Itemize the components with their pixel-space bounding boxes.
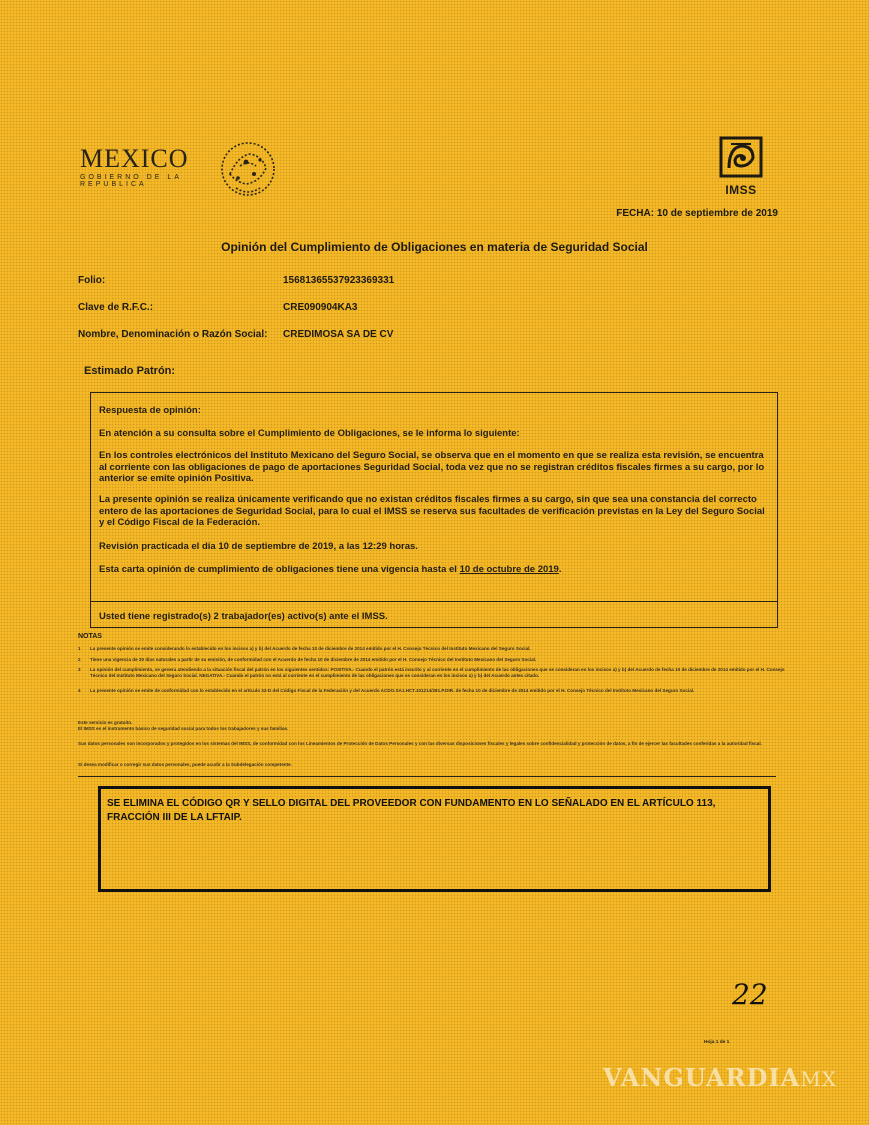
modify-data-note: Si desea modificar o corregir sus datos personales, puede acudir a la Subdelegación competente. (78, 762, 292, 767)
mexico-logo-subtext: GOBIERNO DE LA REPUBLICA (80, 174, 182, 188)
imss-emblem-icon (719, 136, 763, 178)
rfc-value: CRE090904KA3 (283, 302, 358, 313)
note-item (78, 646, 790, 652)
opinion-heading: Respuesta de opinión: (99, 405, 201, 416)
note-text: La presente opinión se emite de conformidad con lo establecido en el artículo 32-D del Código Fiscal de la Federación y del Acuerdo ACDO.SA1.HCT.101214/281.P.DIR. de fecha 10 de diciembre de 2014 emitido por el H. Consejo Técnico del Instituto Mexicano del Seguro Social. (90, 688, 695, 693)
notes-title: NOTAS (78, 633, 102, 640)
document-date: FECHA: 10 de septiembre de 2019 (616, 208, 778, 219)
section-divider (78, 776, 776, 777)
rfc-label: Clave de R.F.C.: (78, 302, 154, 313)
handwritten-page-number: 22 (732, 978, 768, 1011)
imss-purpose-note: El IMSS es el instrumento básico de seguridad social para todos los trabajadores y sus familias. (78, 726, 289, 731)
note-number: 1 (78, 646, 81, 651)
revision-time: Revisión practicada el día 10 de septiembre de 2019, a las 12:29 horas. (99, 541, 418, 552)
workers-registered: Usted tiene registrado(s) 2 trabajador(es) activo(s) ante el IMSS. (99, 611, 388, 622)
validity-date: 10 de octubre de 2019 (459, 564, 559, 575)
company-name-label: Nombre, Denominación o Razón Social: (78, 329, 268, 340)
mexico-logo-text: MEXICO (80, 144, 189, 173)
free-service-note: Este servicio es gratuito. (78, 720, 133, 725)
note-item (78, 667, 790, 678)
note-item (78, 657, 790, 663)
note-number: 3 (78, 667, 81, 672)
opinion-box (90, 392, 778, 628)
validity-prefix: Esta carta opinión de cumplimiento de obligaciones tiene una vigencia hasta el (99, 564, 460, 575)
box-divider (91, 601, 777, 602)
coat-of-arms-icon (216, 138, 280, 200)
folio-label: Folio: (78, 275, 106, 286)
opinion-paragraph-1: En atención a su consulta sobre el Cumplimiento de Obligaciones, se le informa lo siguiente: (99, 428, 520, 439)
watermark-suffix: MX (800, 1067, 837, 1091)
opinion-paragraph-2: En los controles electrónicos del Instituto Mexicano del Seguro Social, se observa que en el momento en que se realiza esta revisión, se encuentra al corriente con las obligaciones de pago de aportaciones Seguridad Social, toda vez que no se registran créditos fiscales firmes a su cargo, por lo anterior se emite opinión Positiva. (99, 450, 765, 484)
note-text: La opinión del cumplimiento, se genera atendiendo a la situación fiscal del patrón en los siguientes sentidos: POSITIVA.- Cuando el patrón está inscrito y al corriente en el cumplimiento de las obligaciones que se consideran en los incisos a) y b) del Acuerdo de fecha 10 de diciembre de 2014 emitido por el H. Consejo Técnico del Instituto Mexicano del Seguro Social. NEGATIVA.- Cuando el patrón no está al corriente en el cumplimiento de las obligaciones que se consideran en los incisos a) y b) del Acuerdo antes citado. (90, 667, 785, 678)
note-text: La presente opinión se emite considerando lo establecido en los incisos a) y b) del Acuerdo de fecha 10 de diciembre de 2014 emitido por el H. Consejo Técnico del Instituto Mexicano del Seguro Social. (90, 646, 531, 651)
greeting: Estimado Patrón: (84, 365, 176, 377)
imss-logo-text: IMSS (725, 183, 757, 197)
qr-redaction-box (98, 786, 771, 892)
watermark-main: VANGUARDIA (603, 1063, 801, 1092)
privacy-note: Sus datos personales son incorporados y protegidos en los sistemas del IMSS, de conformidad con los Lineamientos de Protección de Datos Personales y con las diversas disposiciones fiscales y legales sobre confidencialidad y protección de datos, a fin de ejercer las facultades conferidas a la autoridad fiscal. (78, 741, 762, 746)
note-number: 4 (78, 688, 81, 693)
vanguardia-watermark (603, 1063, 837, 1092)
validity-statement (99, 564, 769, 576)
qr-redaction-notice: SE ELIMINA EL CÓDIGO QR Y SELLO DIGITAL DEL PROVEEDOR CON FUNDAMENTO EN LO SEÑALADO EN EL ARTÍCULO 113, FRACCIÓN III DE LA LFTAIP. (107, 798, 716, 823)
opinion-paragraph-3: La presente opinión se realiza únicamente verificando que no existan créditos fiscales firmes a su cargo, sin que sea una constancia del correcto entero de las aportaciones de Seguridad Social, para lo cual el IMSS se reserva sus facultades de verificación previstas en la Ley del Seguro Social y el Código Fiscal de la Federación. (99, 494, 765, 528)
note-item (78, 688, 790, 694)
mexico-government-logo (80, 146, 188, 188)
validity-suffix: . (558, 564, 562, 575)
folio-value: 15681365537923369331 (283, 275, 395, 286)
document-title: Opinión del Cumplimiento de Obligaciones en materia de Seguridad Social (221, 240, 648, 254)
page-indicator: Hoja 1 de 1 (704, 1040, 730, 1045)
note-number: 2 (78, 657, 81, 662)
imss-logo (716, 136, 766, 198)
company-name-value: CREDIMOSA SA DE CV (283, 329, 394, 340)
note-text: Tiene una vigencia de 30 días naturales a partir de su emisión, de conformidad con el Acuerdo de fecha 10 de diciembre de 2014 emitido por el H. Consejo Técnico del Instituto Mexicano del Seguro Social. (90, 657, 537, 662)
